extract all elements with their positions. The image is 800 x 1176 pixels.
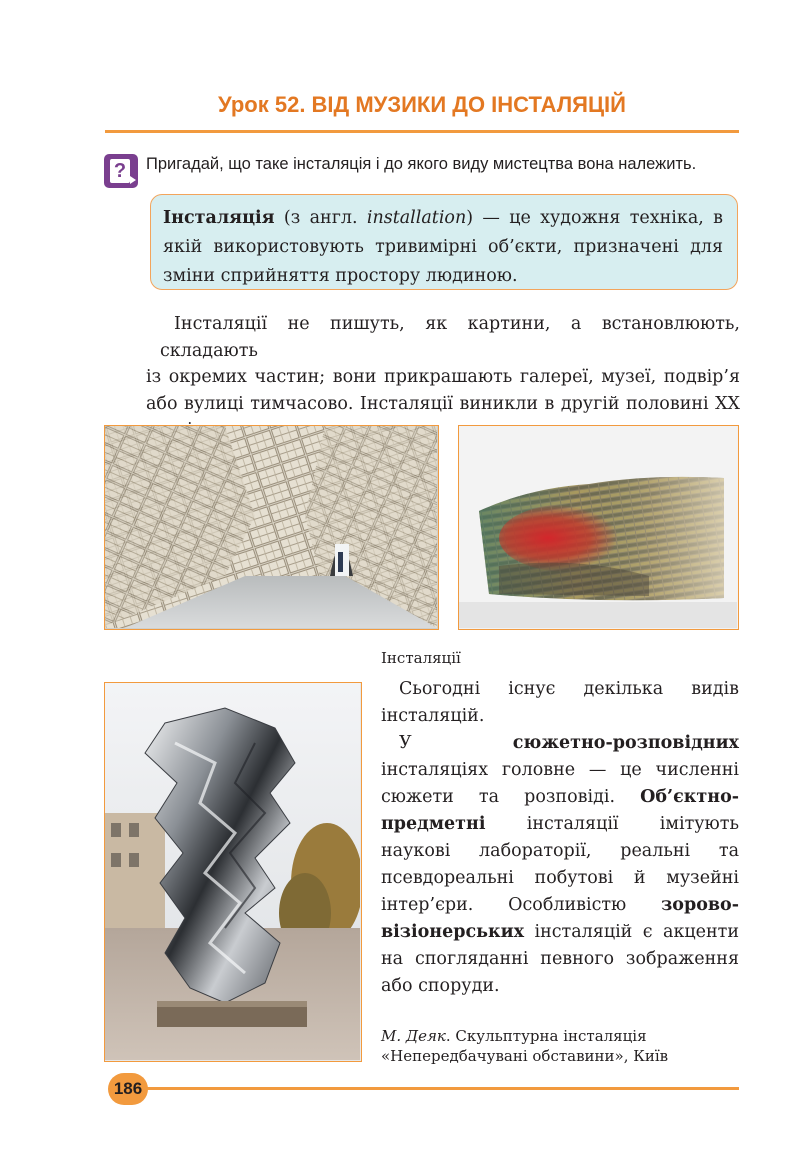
figure2-author: М. Деяк <box>381 1027 446 1045</box>
lesson-title: Урок 52. ВІД МУЗИКИ ДО ІНСТАЛЯЦІЙ <box>218 92 626 117</box>
title-divider <box>105 130 739 133</box>
sculpture-photo <box>104 682 362 1062</box>
page-number: 186 <box>108 1073 148 1105</box>
intro-paragraph <box>146 311 740 444</box>
figure1-caption: Інсталяції <box>381 649 461 667</box>
definition-text: ) — це художня техніка, в якій використовують тривимірні об’єкти, призначені для зміни сприйняття простору людиною. <box>163 208 723 286</box>
types-sentence4b: інсталяцій є акценти на спогляданні певного зображення або споруди. <box>381 922 739 996</box>
footer-divider <box>130 1087 739 1090</box>
definition-term: Інсталяція <box>163 208 275 228</box>
types-sentence2c: інсталяціях головне — це численні сюжети та розповіді. <box>381 760 739 807</box>
definition-paren: (з англ. <box>274 208 367 228</box>
figure2-caption-text: . Скульптурна інсталяція «Непередбачувані обставини», Київ <box>381 1027 669 1065</box>
intro-paragraph-line1: Інсталяції не пишуть, як картини, а встановлюють, складають <box>160 314 740 361</box>
definition-box <box>150 194 738 290</box>
crates-installation-photo <box>104 425 439 630</box>
types-sentence2a: У <box>399 733 513 753</box>
type-object: Об’єктно-предметні <box>381 787 739 834</box>
books-installation-photo <box>458 425 739 630</box>
types-paragraph <box>381 676 739 1000</box>
type-visual: зорово-візіонерських <box>381 895 739 942</box>
intro-paragraph-rest: із окремих частин; вони прикрашають галереї, музеї, подвір’я або вулиці тимчасово. Інсталяції виникли в другій половині XX <box>146 367 740 414</box>
types-sentence3b: інсталяції імітують наукові лабораторії, реальні та псевдореальні побутові й музейні інтер’єри. Особливістю <box>381 814 739 915</box>
type-narrative: сюжетно-розповідних <box>512 733 739 753</box>
definition-term-en: installation <box>366 208 467 228</box>
question-icon: ? <box>104 154 138 188</box>
types-sentence1: Сьогодні існує декілька видів інсталяцій. <box>381 679 739 726</box>
figure2-caption <box>381 1026 739 1066</box>
question-text: Пригадай, що таке інсталяція і до якого виду мистецтва вона належить. <box>146 155 697 173</box>
